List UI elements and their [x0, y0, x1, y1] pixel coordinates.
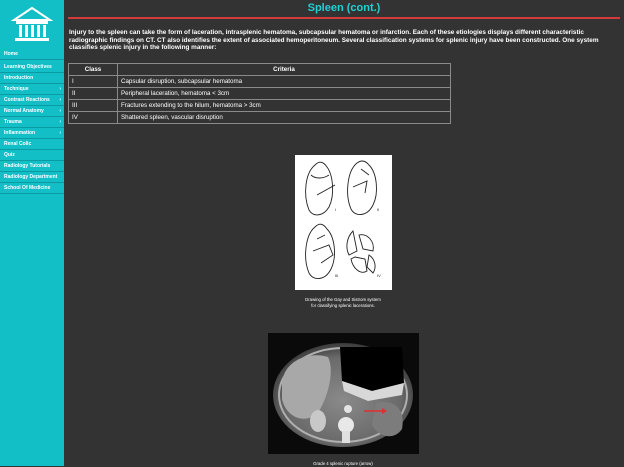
sidebar-item-label: Trauma	[4, 119, 22, 125]
svg-text:IV: IV	[377, 273, 381, 278]
sidebar-item-learning-objectives[interactable]	[0, 62, 64, 73]
cell-criteria: Shattered spleen, vascular disruption	[118, 112, 451, 124]
sidebar-item-label: Technique	[4, 86, 29, 92]
sidebar-item-renal-colic[interactable]	[0, 139, 64, 150]
svg-text:III: III	[335, 273, 339, 278]
table-header-row	[69, 64, 451, 76]
caption-line: Grade 4 splenic rupture (arrow)	[313, 461, 373, 466]
sidebar-item-label: Learning Objectives	[4, 64, 52, 70]
classification-drawing	[295, 155, 392, 290]
caption-line: Drawing of the Gay and Sistrom system	[305, 297, 381, 302]
table-row	[69, 88, 451, 100]
chevron-right-icon: ›	[59, 119, 61, 125]
svg-text:I: I	[335, 207, 337, 212]
sidebar-item-label: Home	[4, 51, 18, 57]
sidebar-item-normal-anatomy[interactable]	[0, 106, 64, 117]
cell-criteria: Peripheral laceration, hematoma < 3cm	[118, 88, 451, 100]
sidebar-item-introduction[interactable]	[0, 73, 64, 84]
title-divider	[68, 17, 620, 19]
svg-text:II: II	[377, 207, 380, 212]
sidebar-item-label: Renal Colic	[4, 141, 32, 147]
chevron-right-icon: ›	[59, 97, 61, 103]
cell-class: IV	[69, 112, 118, 124]
sidebar	[0, 0, 64, 466]
table-row	[69, 100, 451, 112]
ct-scan-image	[268, 333, 419, 454]
sidebar-item-inflammation[interactable]	[0, 128, 64, 139]
sidebar-item-label: Contrast Reactions	[4, 97, 50, 103]
sidebar-item-home[interactable]	[0, 49, 64, 60]
sidebar-item-label: Normal Anatomy	[4, 108, 44, 114]
sidebar-nav	[0, 49, 64, 194]
sidebar-item-label: Radiology Department	[4, 174, 58, 180]
sidebar-item-label: School Of Medicine	[4, 185, 51, 191]
sidebar-item-contrast-reactions[interactable]	[0, 95, 64, 106]
intro-paragraph: Injury to the spleen can take the form of laceration, intrasplenic hematoma, subcapsular hematoma or infarction. Each of these etiologies displays different characteristic radiographic findings on CT. CT also identifies the extent of associated hemoperitoneum. Several classification systems for splenic injury have been constructed. One system classifies splenic injury in the following manner:	[69, 29, 599, 52]
caption-line: for classifying splenic lacerations.	[311, 302, 375, 308]
cell-criteria: Capsular disruption, subcapsular hematoma	[118, 76, 451, 88]
sidebar-item-label: Inflammation	[4, 130, 36, 136]
sidebar-item-label: Radiology Tutorials	[4, 163, 51, 169]
sidebar-item-label: Quiz	[4, 152, 15, 158]
chevron-right-icon: ›	[59, 108, 61, 114]
table-row	[69, 76, 451, 88]
chevron-right-icon: ›	[59, 130, 61, 136]
chevron-right-icon: ›	[59, 86, 61, 92]
table-row	[69, 112, 451, 124]
cell-criteria: Fractures extending to the hilum, hematoma > 3cm	[118, 100, 451, 112]
sidebar-item-technique[interactable]	[0, 84, 64, 95]
cell-class: I	[69, 76, 118, 88]
sidebar-item-radiology-tutorials[interactable]	[0, 161, 64, 172]
header-class: Class	[69, 64, 118, 76]
sidebar-item-school-of-medicine[interactable]	[0, 183, 64, 194]
sidebar-item-label: Introduction	[4, 75, 34, 81]
cell-class: II	[69, 88, 118, 100]
figure-caption	[268, 297, 418, 308]
cell-class: III	[69, 100, 118, 112]
sidebar-item-trauma[interactable]	[0, 117, 64, 128]
sidebar-item-radiology-department[interactable]	[0, 172, 64, 183]
header-criteria: Criteria	[118, 64, 451, 76]
classification-table	[68, 63, 451, 124]
sidebar-item-quiz[interactable]	[0, 150, 64, 161]
rotunda-logo-icon[interactable]	[0, 0, 64, 48]
page-title: Spleen (cont.)	[307, 2, 381, 14]
